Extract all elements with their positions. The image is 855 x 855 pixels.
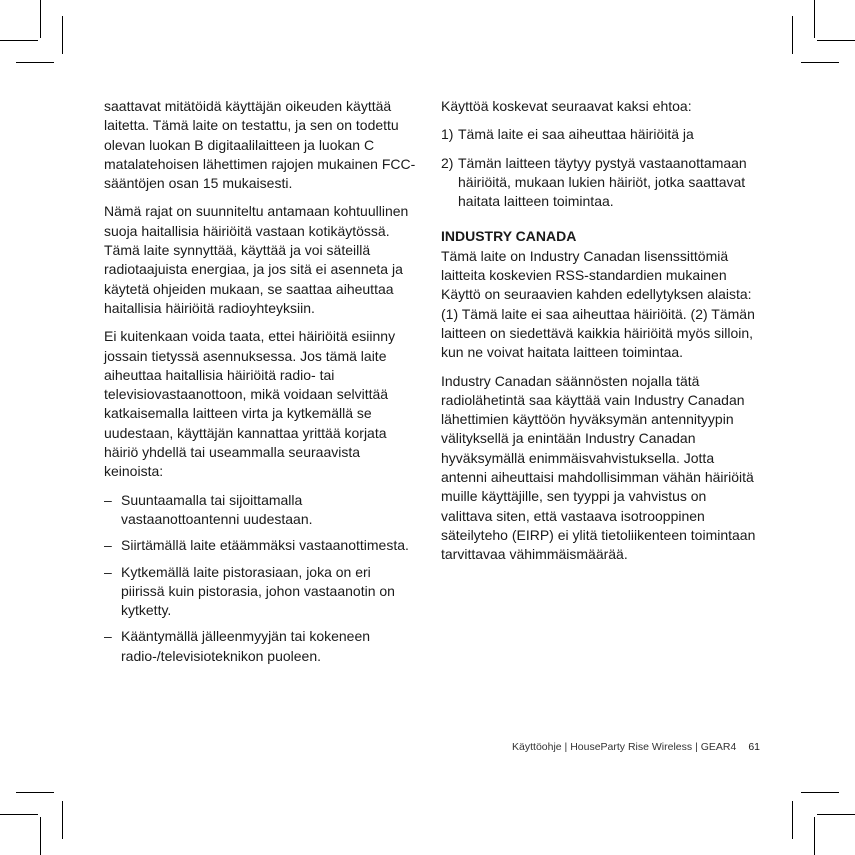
crop-mark-bl-h	[0, 814, 38, 815]
list-item	[104, 563, 416, 621]
list-item-text: Tämän laitteen täytyy pystyä vastaanottamaan häiriöitä, mukaan lukien häiriöt, jotka saattavat haitata laitteen toimintaa.	[458, 154, 747, 210]
antenna-paragraph: Industry Canadan säännösten nojalla tätä radiolähetintä saa käyttää vain Industry Canadan lähettimien käyttöön hyväksymän antennityypin välityksellä ja enintään Industry Canadan hyväksymällä enimmäisvahvistuksella. Jotta antenni aiheuttaisi mahdollisimman vähän häiriöitä muille käyttäjille, sen tyyppi ja vahvistus on valittava siten, että vastaava isotrooppinen säteilyteho (EIRP) ei ylitä tietoliikenteen toimintaan tarvittavaa vähimmäismäärää.	[441, 372, 756, 563]
crop-mark-br-h2	[801, 792, 839, 793]
list-item	[104, 536, 416, 555]
dash-marker: –	[104, 628, 112, 645]
crop-mark-tl-h	[0, 40, 38, 41]
list-item	[104, 491, 416, 530]
page-number: 61	[748, 741, 760, 753]
crop-mark-tr-h2	[801, 62, 839, 63]
crop-mark-tl-v	[40, 0, 41, 38]
crop-mark-br-v2	[792, 801, 793, 839]
crop-mark-br-h	[817, 814, 855, 815]
interference-paragraph: Ei kuitenkaan voida taata, ettei häiriöitä esiinny jossain tietyssä asennuksessa. Jos tämä laite aiheuttaa haitallisia häiriöitä radio- tai televisiovastaanottoon, mikä voidaan selvittää katkaisemalla laitteen virta ja kytkemällä se uudestaan, käyttäjän kannattaa yrittää korjata häiriö yhdellä tai useammalla seuraavista keinoista:	[104, 328, 396, 480]
page-footer	[500, 741, 760, 753]
footer-text: Käyttöohje | HouseParty Rise Wireless | GEAR4	[512, 741, 737, 753]
section-heading: INDUSTRY CANADA	[441, 228, 577, 245]
crop-mark-br-v	[814, 817, 815, 855]
crop-mark-tr-h	[817, 40, 855, 41]
limits-paragraph: Nämä rajat on suunniteltu antamaan kohtuullinen suoja haitallisia häiriöitä vastaan kotikäytössä. Tämä laite synnyttää, käyttää ja voi säteillä radiotaajuista energiaa, ja jos sitä ei asenneta ja käytetä ohjeiden mukaan, se saattaa aiheuttaa haitallisia häiriöitä radioyhteyksiin.	[104, 203, 409, 316]
industry-canada-paragraph: Tämä laite on Industry Canadan lisenssittömiä laitteita koskevien RSS-standardien mukainen Käyttö on seuraavien kahden edellytyksen alaista: (1) Tämä laite ei saa aiheuttaa häiriöitä. (2) Tämän laitteen on siedettävä kaikkia häiriöitä myös silloin, kun ne voivat haitata laitteen toimintaa.	[441, 247, 755, 361]
right-column	[441, 97, 761, 574]
list-item	[104, 627, 416, 666]
list-item	[441, 154, 761, 212]
fcc-compliance-paragraph: saattavat mitätöidä käyttäjän oikeuden käyttää laitetta. Tämä laite on testattu, ja sen on todettu olevan luokan B digitaalilaitteen ja luokan C matalatehoisen lähettimen rajojen mukainen FCC-sääntöjen osan 15 mukaisesti.	[104, 98, 416, 192]
list-item	[441, 125, 761, 144]
dash-marker: –	[104, 563, 112, 580]
crop-mark-bl-v	[40, 817, 41, 855]
crop-mark-tr-v2	[792, 16, 793, 54]
industry-canada-section	[441, 227, 761, 362]
conditions-list	[441, 125, 761, 211]
remedy-list	[104, 491, 416, 666]
left-column	[104, 97, 416, 673]
crop-mark-tl-v2	[62, 16, 63, 54]
list-item-text: Kääntymällä jälleenmyyjän tai kokeneen radio-/televisioteknikon puoleen.	[121, 628, 371, 664]
dash-marker: –	[104, 537, 112, 554]
crop-mark-tr-v	[814, 0, 815, 38]
crop-mark-bl-v2	[62, 801, 63, 839]
number-marker: 2)	[441, 154, 454, 171]
crop-mark-bl-h2	[16, 792, 54, 793]
dash-marker: –	[104, 491, 112, 508]
list-item-text: Suuntaamalla tai sijoittamalla vastaanottoantenni uudestaan.	[121, 491, 313, 527]
list-item-text: Tämä laite ei saa aiheuttaa häiriöitä ja	[458, 126, 694, 143]
crop-mark-tl-h2	[16, 62, 54, 63]
number-marker: 1)	[441, 126, 454, 143]
conditions-intro: Käyttöä koskevat seuraavat kaksi ehtoa:	[441, 98, 692, 114]
list-item-text: Kytkemällä laite pistorasiaan, joka on eri piirissä kuin pistorasia, johon vastaanotin on kytketty.	[121, 563, 395, 619]
list-item-text: Siirtämällä laite etäämmäksi vastaanottimesta.	[121, 537, 409, 554]
